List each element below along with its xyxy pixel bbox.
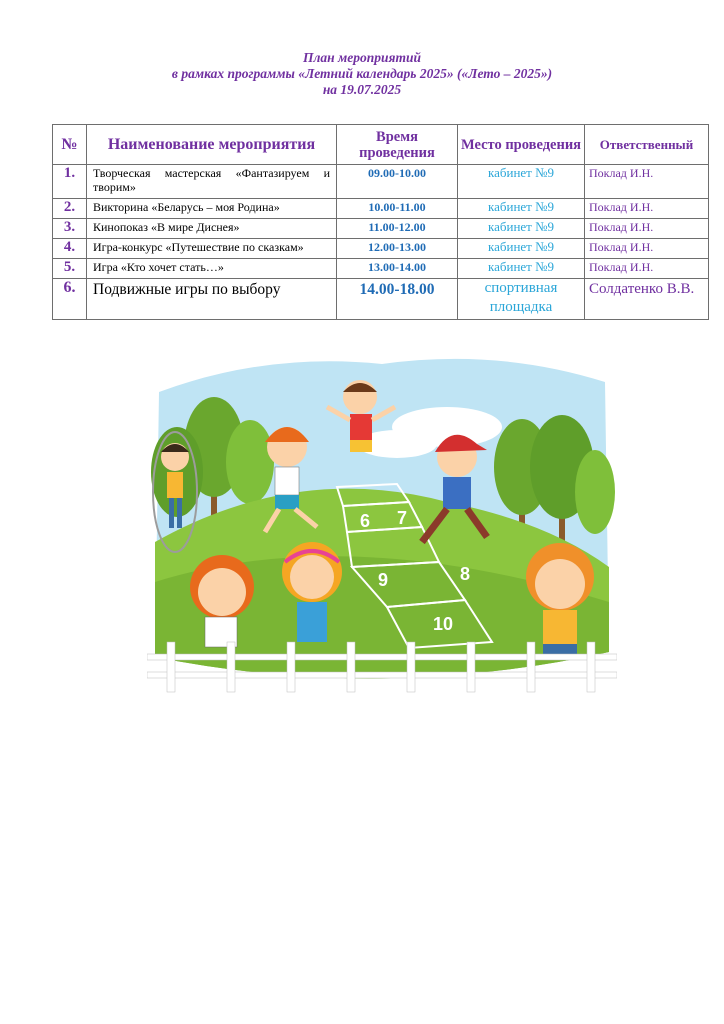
event-time: 13.00-14.00 (337, 259, 458, 279)
column-header-responsible: Ответственный (585, 125, 709, 165)
event-name: Подвижные игры по выбору (87, 279, 337, 320)
column-header-number: № (53, 125, 87, 165)
table-row (53, 219, 709, 239)
hopscotch-number: 10 (432, 614, 454, 634)
row-number: 3. (53, 219, 87, 239)
events-table (52, 124, 709, 320)
table-row (53, 165, 709, 199)
event-responsible: Солдатенко В.В. (585, 279, 709, 320)
event-time: 09.00-10.00 (337, 165, 458, 199)
event-place: кабинет №9 (458, 219, 585, 239)
plan-date: на 19.07.2025 (322, 82, 402, 97)
table-header-row (53, 125, 709, 165)
hopscotch-number: 9 (377, 570, 389, 590)
event-name: Викторина «Беларусь – моя Родина» (87, 199, 337, 219)
event-name: Игра-конкурс «Путешествие по сказкам» (87, 239, 337, 259)
event-time: 14.00-18.00 (337, 279, 458, 320)
hopscotch-number: 8 (459, 564, 471, 584)
column-header-event-name: Наименование мероприятия (87, 125, 337, 165)
event-time: 11.00-12.00 (337, 219, 458, 239)
event-responsible: Поклад И.Н. (585, 219, 709, 239)
column-header-place: Место проведения (458, 125, 585, 165)
event-responsible: Поклад И.Н. (585, 199, 709, 219)
event-name: Кинопоказ «В мире Диснея» (87, 219, 337, 239)
event-place: кабинет №9 (458, 199, 585, 219)
event-place: кабинет №9 (458, 259, 585, 279)
row-number: 5. (53, 259, 87, 279)
event-responsible: Поклад И.Н. (585, 259, 709, 279)
table-row (53, 239, 709, 259)
event-responsible: Поклад И.Н. (585, 165, 709, 199)
event-responsible: Поклад И.Н. (585, 239, 709, 259)
hopscotch-number: 6 (359, 511, 371, 531)
table-row (53, 279, 709, 320)
hopscotch-number: 7 (396, 508, 408, 528)
row-number: 4. (53, 239, 87, 259)
event-name: Игра «Кто хочет стать…» (87, 259, 337, 279)
event-place: кабинет №9 (458, 165, 585, 199)
event-name: Творческая мастерская «Фантазируем и творим» (87, 165, 337, 199)
document-header (0, 50, 724, 98)
event-time: 10.00-11.00 (337, 199, 458, 219)
row-number: 1. (53, 165, 87, 199)
children-playing-illustration (147, 352, 617, 707)
row-number: 2. (53, 199, 87, 219)
program-title: в рамках программы «Летний календарь 2025» («Лето – 2025») (171, 66, 553, 81)
table-row (53, 199, 709, 219)
event-place: спортивная площадка (458, 279, 585, 320)
event-time: 12.00-13.00 (337, 239, 458, 259)
column-header-time: Время проведения (337, 125, 458, 165)
row-number: 6. (53, 279, 87, 320)
event-place: кабинет №9 (458, 239, 585, 259)
table-row (53, 259, 709, 279)
plan-title: План мероприятий (302, 50, 422, 65)
